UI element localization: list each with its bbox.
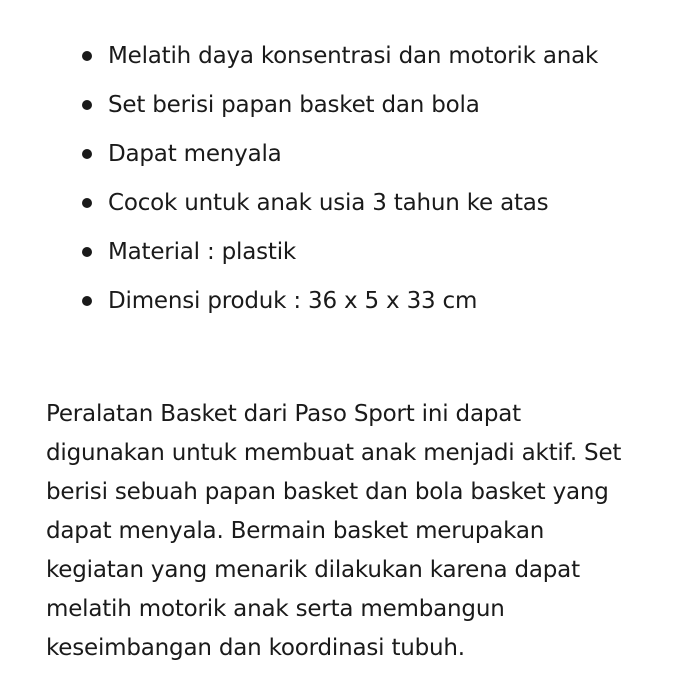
bullet-icon [82,296,92,306]
list-item [80,135,670,184]
list-item [80,86,670,135]
description-line: digunakan untuk membuat anak menjadi aktif. Set [46,440,622,466]
feature-text: Melatih daya konsentrasi dan motorik anak [108,43,599,69]
list-item [80,233,670,282]
bullet-icon [82,198,92,208]
description-paragraph [46,395,646,668]
list-item [80,184,670,233]
list-item [80,282,670,331]
feature-text: Material : plastik [108,239,297,265]
feature-text: Cocok untuk anak usia 3 tahun ke atas [108,190,549,216]
feature-text: Dimensi produk : 36 x 5 x 33 cm [108,288,478,314]
bullet-icon [82,149,92,159]
feature-list [80,37,670,331]
feature-text: Dapat menyala [108,141,282,167]
list-item [80,37,670,86]
feature-text: Set berisi papan basket dan bola [108,92,480,118]
bullet-icon [82,247,92,257]
bullet-icon [82,51,92,61]
description-line: berisi sebuah papan basket dan bola basket yang [46,479,609,505]
description-line: kegiatan yang menarik dilakukan karena dapat [46,557,580,583]
bullet-icon [82,100,92,110]
description-line: melatih motorik anak serta membangun [46,596,505,622]
description-line: Peralatan Basket dari Paso Sport ini dapat [46,401,521,427]
description-line: keseimbangan dan koordinasi tubuh. [46,635,465,661]
description-line: dapat menyala. Bermain basket merupakan [46,518,545,544]
